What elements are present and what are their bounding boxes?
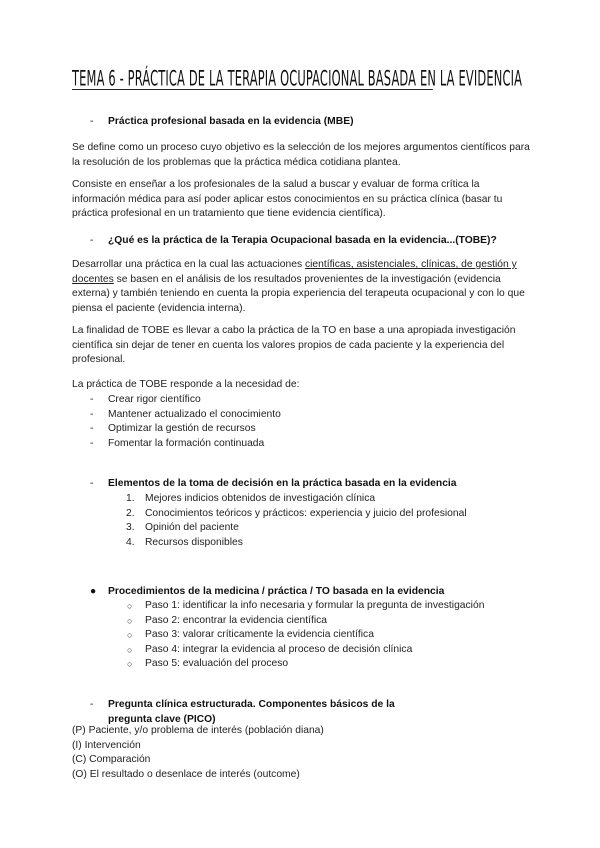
list-item: (I) Intervención [72,739,141,751]
procedure-steps-list [126,599,546,672]
list-item: ○ Paso 1: identificar la info necesaria y formular la pregunta de investigación [126,599,546,614]
section-heading-procedures: ● Procedimientos de la medicina / práctica / TO basada en la evidencia [90,586,445,597]
section-heading-pico: - Pregunta clínica estructurada. Componentes básicos de la pregunta clave (PICO) [90,699,395,725]
elements-list [126,492,546,550]
list-item: 2. Conocimientos teóricos y prácticos: experiencia y juicio del profesional [126,507,467,519]
list-item: (O) El resultado o desenlace de interés (outcome) [72,768,300,780]
list-item: - Crear rigor científico [90,393,530,408]
list-item: 4. Recursos disponibles [126,536,243,548]
tobe-paragraph-1: Desarrollar una práctica en la cual las actuaciones científicas, asistenciales, clínicas, de gestión y docentes se basen en el análisis de los resultados provenientes de la investigación (evidencia externa) y también teniendo en cuenta la propia experiencia del terapeuta ocupacional y con lo que piensa el paciente (evidencia interna). [72,259,525,314]
page-title: TEMA 6 - PRÁCTICA DE LA TERAPIA OCUPACIONAL BASADA EN LA EVIDENCIA [72,66,523,92]
list-item: 3. Opinión del paciente [126,522,239,533]
list-item: ○ Paso 4: integrar la evidencia al proceso de decisión clínica [126,643,546,658]
mbe-paragraph-2: Consiste en enseñar a los profesionales de la salud a buscar y evaluar de forma crítica la información médica para así poder aplicar estos conocimientos en su práctica clínica (basar tu práctica profesional en un tratamiento que tiene evidencia científica). [72,179,503,219]
list-item: 1. Mejores indicios obtenidos de investigación clínica [126,493,376,504]
list-item: ○ Paso 2: encontrar la evidencia científica [126,614,546,629]
list-item: ○ Paso 3: valorar críticamente la evidencia científica [126,628,546,643]
list-item: (C) Comparación [72,754,151,765]
list-item: - Mantener actualizado el conocimiento [90,408,530,423]
pico-list [72,724,532,782]
mbe-paragraph-1: Se define como un proceso cuyo objetivo es la selección de los mejores argumentos científicos para la resolución de los problemas que la práctica médica cotidiana plantea. [72,142,530,168]
section-heading-mbe: - Práctica profesional basada en la evidencia (MBE) [90,116,354,127]
tobe-list-intro: La práctica de TOBE responde a la necesidad de: [72,379,300,390]
list-item: (P) Paciente, y/o problema de interés (población diana) [72,725,324,736]
list-item: ○ Paso 5: evaluación del proceso [126,657,546,672]
section-heading-elements: - Elementos de la toma de decisión en la práctica basada en la evidencia [90,478,457,489]
underlined-text: científicas, asistenciales, clínicas, de gestión y docentes [72,259,517,285]
tobe-paragraph-2: La finalidad de TOBE es llevar a cabo la práctica de la TO en base a una apropiada investigación científica sin dejar de tener en cuenta los valores propios de cada paciente y la experiencia del profesional. [72,325,516,365]
list-item: - Fomentar la formación continuada [90,437,530,452]
list-item: - Optimizar la gestión de recursos [90,422,530,437]
needs-list [90,393,530,451]
section-heading-tobe: - ¿Qué es la práctica de la Terapia Ocupacional basada en la evidencia...(TOBE)? [90,235,497,246]
